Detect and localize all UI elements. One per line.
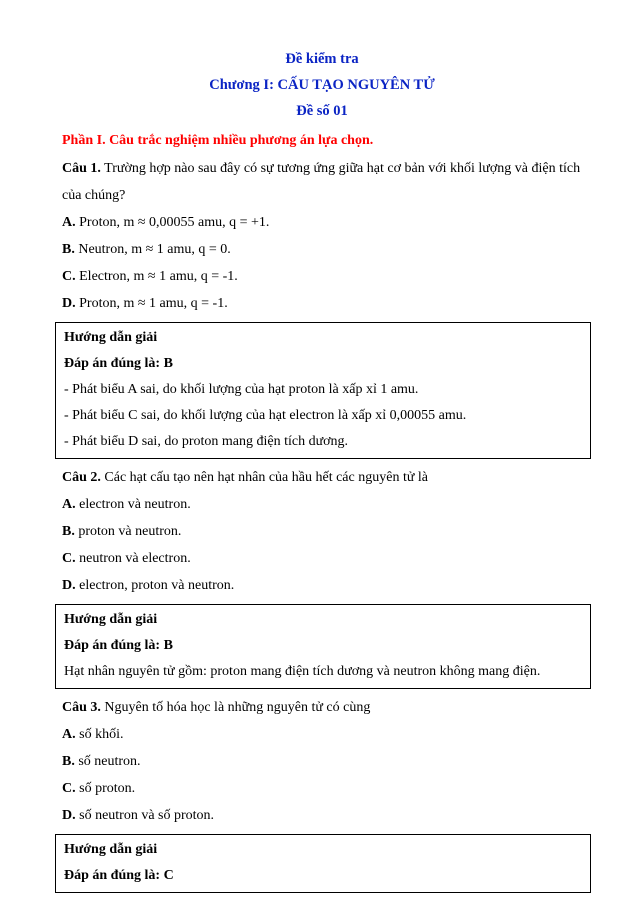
question-3-label: Câu 3. xyxy=(62,700,101,715)
question-2-option-b xyxy=(62,518,582,545)
question-1-solution-box xyxy=(55,322,591,459)
question-2-option-d xyxy=(62,572,582,599)
question-3-option-b xyxy=(62,748,582,775)
option-d-text: electron, proton và neutron. xyxy=(79,578,235,593)
solution-heading: Hướng dẫn giải xyxy=(64,612,158,627)
question-1-text: Trường hợp nào sau đây có sự tương ứng giữa hạt cơ bản với khối lượng và điện tích của chúng? xyxy=(62,161,581,203)
solution-answer: Đáp án đúng là: C xyxy=(64,868,174,883)
question-1-label: Câu 1. xyxy=(62,161,101,176)
option-c-text: Electron, m ≈ 1 amu, q = -1. xyxy=(79,269,238,284)
option-c-text: neutron và electron. xyxy=(79,551,191,566)
option-d-label: D. xyxy=(62,578,76,593)
solution-line: - Phát biểu A sai, do khối lượng của hạt proton là xấp xỉ 1 amu. xyxy=(64,382,419,397)
option-a-label: A. xyxy=(62,497,76,512)
question-1-option-c xyxy=(62,263,582,290)
option-b-label: B. xyxy=(62,524,75,539)
solution-line: - Phát biểu D sai, do proton mang điện tích dương. xyxy=(64,434,349,449)
section-heading: Phần I. Câu trắc nghiệm nhiều phương án lựa chọn. xyxy=(62,133,374,148)
question-3 xyxy=(62,694,582,721)
option-d-label: D. xyxy=(62,808,76,823)
option-c-label: C. xyxy=(62,781,76,796)
option-c-label: C. xyxy=(62,269,76,284)
question-3-text: Nguyên tố hóa học là những nguyên tử có cùng xyxy=(104,700,371,715)
question-1-option-d xyxy=(62,290,582,317)
solution-answer: Đáp án đúng là: B xyxy=(64,638,173,653)
question-2-solution-box xyxy=(55,604,591,689)
option-b-label: B. xyxy=(62,754,75,769)
option-a-label: A. xyxy=(62,215,76,230)
solution-heading: Hướng dẫn giải xyxy=(64,330,158,345)
question-3-option-a xyxy=(62,721,582,748)
question-2-text: Các hạt cấu tạo nên hạt nhân của hầu hết các nguyên tử là xyxy=(104,470,429,485)
option-b-text: số neutron. xyxy=(78,754,141,769)
option-b-label: B. xyxy=(62,242,75,257)
solution-heading: Hướng dẫn giải xyxy=(64,842,158,857)
question-2-label: Câu 2. xyxy=(62,470,101,485)
solution-line: Hạt nhân nguyên tử gồm: proton mang điện tích dương và neutron không mang điện. xyxy=(64,664,541,679)
option-a-label: A. xyxy=(62,727,76,742)
doc-title-line-1: Đề kiểm tra xyxy=(285,51,359,67)
doc-title-line-2: Chương I: CẤU TẠO NGUYÊN TỬ xyxy=(209,77,435,93)
question-3-option-c xyxy=(62,775,582,802)
option-d-text: số neutron và số proton. xyxy=(79,808,215,823)
option-a-text: electron và neutron. xyxy=(79,497,191,512)
doc-title-line-3: Đề số 01 xyxy=(296,103,348,119)
question-2-option-c xyxy=(62,545,582,572)
question-2 xyxy=(62,464,582,491)
solution-line: - Phát biểu C sai, do khối lượng của hạt electron là xấp xỉ 0,00055 amu. xyxy=(64,408,467,423)
option-d-label: D. xyxy=(62,296,76,311)
question-1 xyxy=(62,155,582,209)
option-d-text: Proton, m ≈ 1 amu, q = -1. xyxy=(79,296,228,311)
question-1-option-b xyxy=(62,236,582,263)
option-b-text: proton và neutron. xyxy=(78,524,182,539)
question-3-solution-box xyxy=(55,834,591,893)
option-a-text: Proton, m ≈ 0,00055 amu, q = +1. xyxy=(79,215,270,230)
option-a-text: số khối. xyxy=(79,727,124,742)
option-c-text: số proton. xyxy=(79,781,136,796)
question-3-option-d xyxy=(62,802,582,829)
option-c-label: C. xyxy=(62,551,76,566)
question-2-option-a xyxy=(62,491,582,518)
option-b-text: Neutron, m ≈ 1 amu, q = 0. xyxy=(78,242,231,257)
solution-answer: Đáp án đúng là: B xyxy=(64,356,173,371)
question-1-option-a xyxy=(62,209,582,236)
